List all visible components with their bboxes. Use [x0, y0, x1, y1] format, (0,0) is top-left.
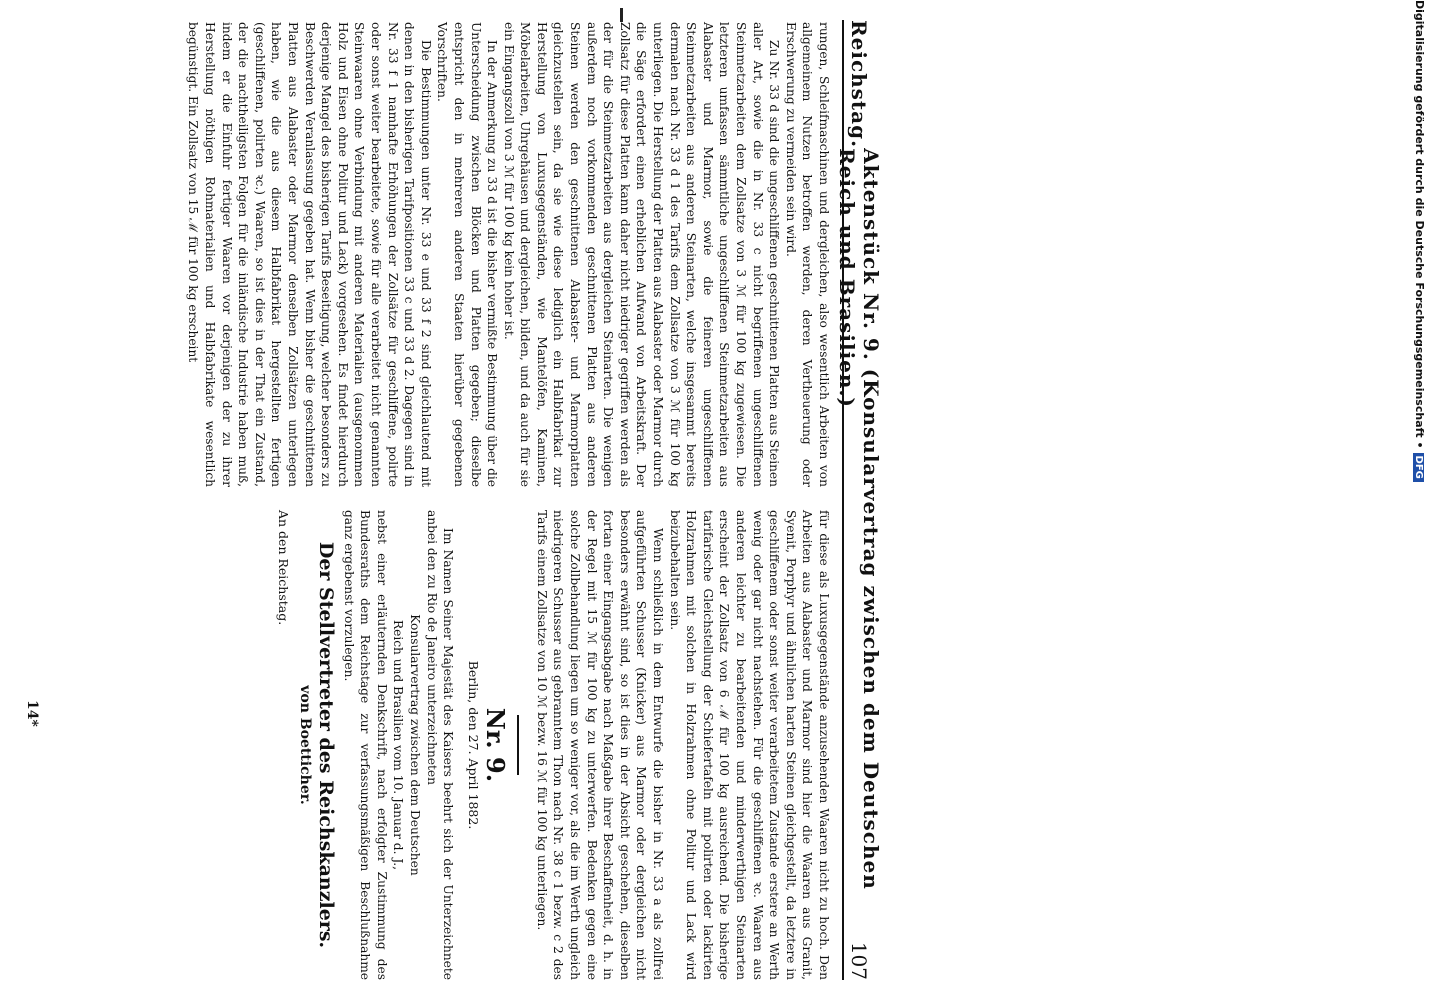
paragraph: Wenn schließlich in dem Entwurfe die bisher in Nr. 33 a als zollfrei aufgeführten Schusser (Knicker) aus Marmor oder dergleichen nicht besonders erwähnt sind, so ist dies in der Absicht geschehen, dieselben fortan einer Eingangsabgabe nach Maßgabe ihrer Beschaffenheit, d. h. in der Regel mit 15 ℳ für 100 kg zu unterwerfen. Bedenken gegen eine solche Zollbehandlung liegen um so weniger vor, als die im Werth ungleich niedrigeren Schusser aus gebranntem Thon nach Nr. 38 c 1 bezw. c 2 des Tarifs einem Zollsatze von 10 ℳ bezw. 16 ℳ für 100 kg unterliegen. — [534, 510, 666, 980]
rotated-document-page — [0, 10, 883, 990]
subject-line-2: Reich und Brasilien vom 10. Januar d. J., — [391, 619, 406, 871]
subject-line-1: Konsularvertrag zwischen dem Deutschen — [407, 614, 422, 876]
paragraph: Zu Nr. 33 d sind die ungeschliffenen geschnittenen Platten aus Steinen aller Art, sowie die in Nr. 33 c nicht begriffenen ungeschliffenen Steinmetzarbeiten dem Zollsatze von 3 ℳ für 100 kg zugewiesen. Die letzteren umfassen sämmtliche ungeschliffenen Steinmetzarbeiten aus Alabaster und Marmor, sowie die feineren ungeschliffenen Steinmetzarbeiten aus anderen Steinarten, welche insgesammt bereits dermalen nach Nr. 33 d 1 des Tarifs dem Zollsatze von 3 ℳ für 100 kg unterliegen. Die Herstellung der Platten aus Alabaster oder Marmor durch die Säge erfordert einen erheblichen Aufwand von Arbeitskraft. Der Zollsatz für diese Platten kann daher nicht niedriger gegriffen werden als der für die Steinmetzarbeiten aus dergleichen Steinarten. Die wenigen außerdem noch vorkommenden geschnittenen Platten aus anderen Steinen werden den geschnittenen Alabaster- und Marmorplatten gleichzustellen sein, da sie wie diese lediglich ein Halbfabrikat zur Herstellung von Luxusgegenständen, wie Mantelöfen, Kaminen, Möbelarbeiten, Uhrgehäusen und dergleichen, bilden, und da auch für sie ein Eingangszoll von 3 ℳ für 100 kg kein hoher ist. — [501, 22, 782, 487]
running-header — [835, 20, 883, 980]
header-left: Reichstag. — [847, 20, 871, 149]
addressee: An den Reichstag. — [275, 510, 291, 626]
paragraph: Die Bestimmungen unter Nr. 33 e und 33 f 2 sind gleichlautend mit denen in den bisherigen Tarifpositionen 33 c und 33 d 2. Dagegen sind in Nr. 33 f 1 namhafte Erhöhungen der Zollsätze für geschliffene, polirte oder sonst weiter bearbeitete, sowie für alle verarbeitet nicht genannten Steinwaaren ohne Verbindung mit anderen Materialien (ausgenommen Holz und Eisen ohne Politur und Lack) vorgesehen. Es findet hierdurch derjenige Mangel des bisherigen Tarifs Beseitigung, welcher besonders zu Beschwerden Veranlassung gegeben hat. Wenn bisher die geschnittenen Platten aus Alabaster oder Marmor denselben Zollsätzen unterlegen haben, wie die aus diesem Halbfabrikat hergestellten fertigen (geschliffenen, polirten ꝛc.) Waaren, so ist dies in der That ein Zustand, der die nachtheiligsten Folgen für die inländische Industrie haben muß, indem er die Einfuhr fertiger Waaren vor derjenigen der zu ihrer Herstellung nöthigen Rohmaterialien und Halbfabrikate wesentlich begünstigt. Ein Zollsatz von 15 ℳ für 100 kg erscheint — [186, 22, 433, 487]
signatory-title: Der Stellvertreter des Reichskanzlers. — [314, 541, 337, 949]
digitization-credit — [1413, 0, 1426, 482]
dateline: Berlin, den 27. April 1882. — [465, 660, 481, 830]
dfg-logo: DFG — [1413, 453, 1424, 482]
section-divider — [517, 715, 519, 775]
signature-mark: 14* — [24, 700, 40, 727]
digitization-credit-band — [1400, 0, 1432, 1000]
letter-body-end: nebst einer erläuternden Denkschrift, nach erfolgter Zustimmung des Bundesraths dem Reichstage zur verfassungsmäßigen Beschlußnahme ganz ergebenst vorzulegen. — [341, 510, 389, 980]
scan-mark — [620, 8, 623, 22]
paragraph: rungen, Schleifmaschinen und dergleichen, also wesentlich Arbeiten von allgemeinem Nutzen betroffen werden, deren Vertheuerung oder Erschwerung zu vermeiden sein wird. — [783, 22, 831, 487]
paragraph: für diese als Luxusgegenstände anzusehenden Waaren nicht zu hoch. Den Arbeiten aus Alabaster und Marmor sind hier die Waaren aus Granit, Syenit, Porphyr und ähnlichen harten Steinen gleichgestellt, da letztere in geschliffenem oder sonst weiter verarbeitetem Zustande erstere an Werth wenig oder gar nicht nachstehen. Für die geschliffenen ꝛc. Waaren aus anderen leichter zu bearbeitenden und minderwerthigen Steinarten erscheint der Zollsatz von 6 ℳ für 100 kg ausreichend. Die bisherige tarifarische Gleichstellung der Schiefertafeln mit polirten oder lackirten Holzrahmen mit solchen in Holzrahmen ohne Politur und Lack wird beizubehalten sein. — [667, 510, 831, 980]
right-column — [274, 510, 832, 980]
header-title: Aktenstück Nr. 9. (Konsularvertrag zwischen dem Deutschen Reich und Brasilien.) — [835, 148, 883, 890]
signatory-name: von Boetticher. — [297, 685, 314, 805]
page-number: 107 — [847, 941, 871, 980]
document-number: Nr. 9. — [481, 707, 511, 783]
letter-body: Im Namen Seiner Majestät des Kaisers beehrt sich der Unterzeichnete anbei den zu Rio de Janeiro unterzeichneten — [424, 510, 456, 980]
left-column — [185, 22, 832, 487]
paragraph: In der Anmerkung zu 33 d ist die bisher vermißte Bestimmung über die Unterscheidung zwischen Blöcken und Platten gegeben; dieselbe entspricht den in mehreren anderen Staaten hierüber gegebenen Vorschriften. — [435, 22, 500, 487]
credit-text: Digitalisierung gefördert durch die Deutsche Forschungsgemeinschaft • — [1413, 0, 1426, 449]
